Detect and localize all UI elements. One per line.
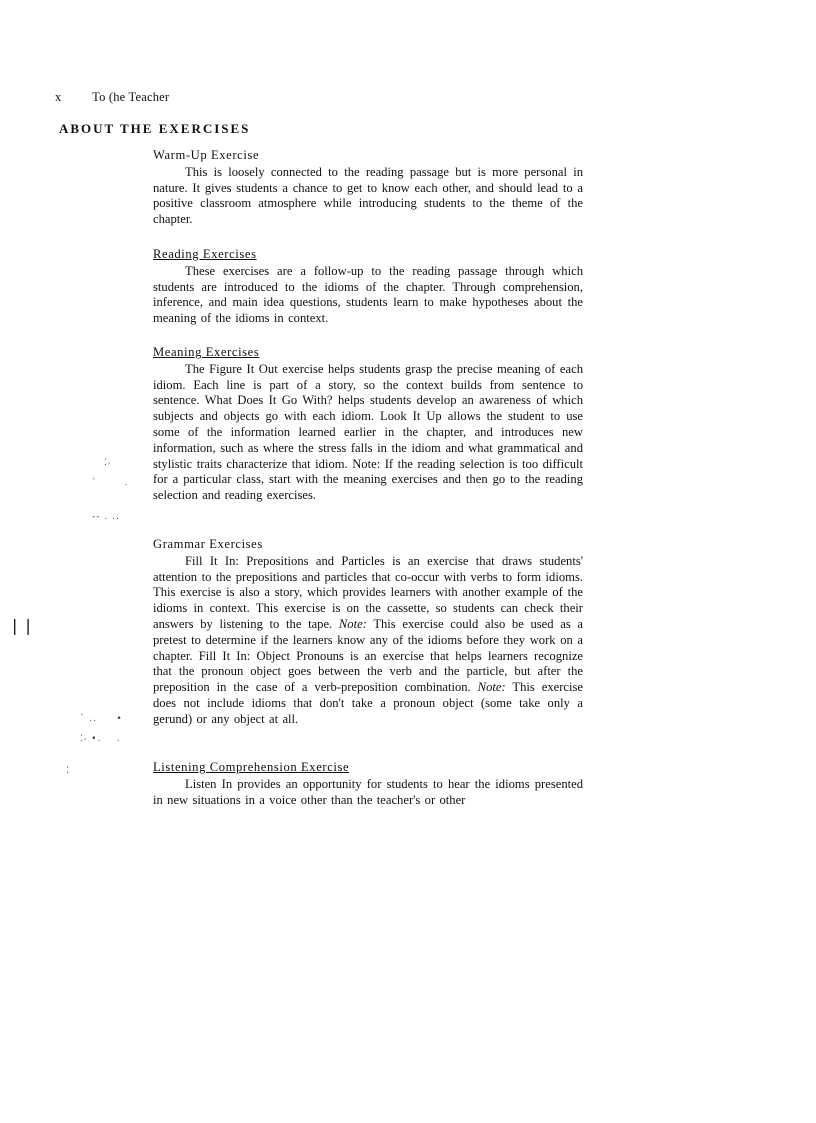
grammar-section bbox=[153, 537, 583, 728]
running-head bbox=[55, 90, 169, 105]
reading-paragraph: These exercises are a follow-up to the reading passage through which students are introduced to the idioms of the chapter. Through comprehension, inference, and main idea questions, students learn to make hypotheses about the meaning of the idioms in context. bbox=[153, 263, 583, 326]
warmup-section bbox=[153, 148, 583, 228]
grammar-note-2: Note: bbox=[477, 680, 506, 695]
reading-section bbox=[153, 247, 583, 327]
grammar-note-1: Note: bbox=[338, 616, 367, 631]
listening-section bbox=[153, 760, 583, 808]
scan-speck: ` .. • bbox=[80, 714, 123, 724]
meaning-section bbox=[153, 345, 583, 504]
meaning-paragraph: The Figure It Out exercise helps students grasp the precise meaning of each idiom. Each line is part of a story, so the context builds from sentence to sentence. What Does It Go With? helps students develop an awareness of which subjects and objects go with each idiom. Look It Up allows the student to use some of the information learned earlier in the chapter, and introduces new information, such as where the stress falls in the idiom and what grammatical and stylistic traits characterize that idiom. Note: If the reading selection is too difficult for a particular class, start with the meaning exercises and then go to the reading selection and reading exercises. bbox=[153, 361, 583, 503]
running-head-title: To (he Teacher bbox=[92, 90, 170, 104]
scan-bar-mark: ❘❘ bbox=[8, 616, 35, 635]
scan-speck: -- . .. bbox=[92, 512, 120, 522]
reading-title: Reading Exercises bbox=[153, 247, 257, 261]
grammar-text-1: Fill It In: Prepositions and Particles is an exercise that draws students' attention to the prepositions and particles that co-occur with verbs to form idioms. This exercise is also a story, which provides learners with another example of the idioms in context. This exercise is on the cassette, so students can check their answers by listening to the tape. bbox=[153, 553, 583, 631]
meaning-title: Meaning Exercises bbox=[153, 345, 260, 359]
warmup-paragraph: This is loosely connected to the reading passage but is more personal in nature. It gives students a chance to get to know each other, and should lead to a positive classroom atmosphere while introducing students to the theme of the chapter. bbox=[153, 164, 583, 227]
listening-paragraph: Listen In provides an opportunity for students to hear the idioms presented in new situations in a voice other than the teacher's or other bbox=[153, 776, 583, 807]
grammar-title: Grammar Exercises bbox=[153, 537, 263, 551]
scan-speck: ` . bbox=[92, 478, 129, 488]
scan-speck: ⁚ bbox=[66, 766, 70, 776]
grammar-paragraph bbox=[153, 554, 583, 728]
grammar-text-2: This exercise could also be used as a pretest to determine if the learners know any of the idioms before they work on a chapter. Fill It In: Object Pronouns is an exercise that helps learners recognize that the pronoun object goes between the verb and the particle, but after the preposition in the case of a verb-preposition combination. bbox=[153, 616, 583, 695]
page-number: x bbox=[55, 90, 62, 104]
listening-title: Listening Comprehension Exercise bbox=[153, 760, 350, 774]
warmup-title: Warm-Up Exercise bbox=[153, 148, 260, 162]
section-heading: ABOUT THE EXERCISES bbox=[59, 121, 251, 136]
scan-speck: ⁚⸳ bbox=[104, 458, 112, 468]
scan-speck: ⁚⸳ •. . bbox=[80, 734, 121, 744]
grammar-text-3: This exercise does not include idioms that don't take a pronoun object (some take only a gerund) or any object at all. bbox=[153, 680, 583, 726]
